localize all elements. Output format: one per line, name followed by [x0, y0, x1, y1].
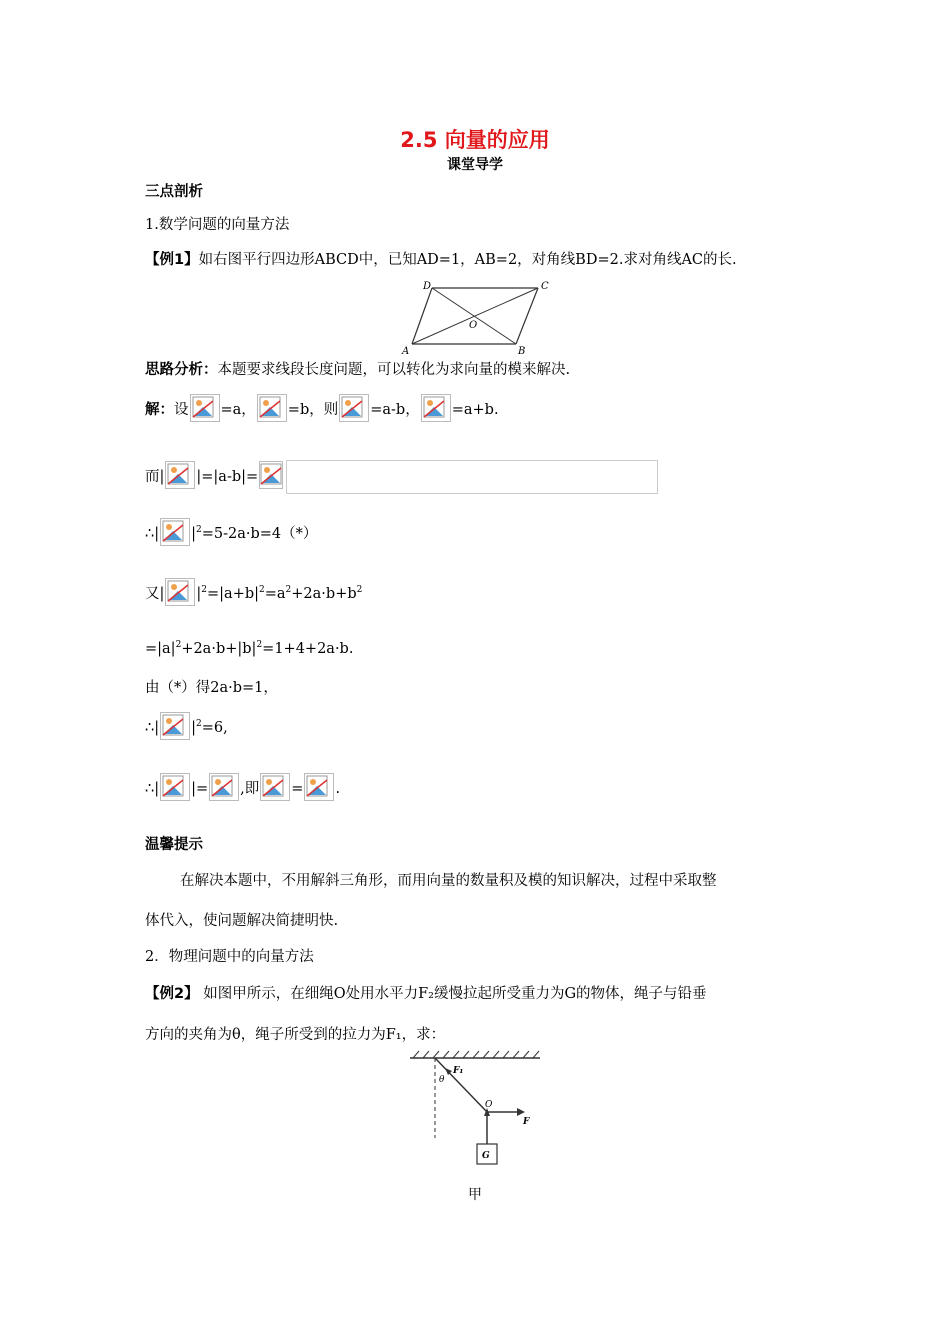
broken-image-icon — [421, 394, 451, 422]
sol-text: =a-b， — [370, 402, 420, 418]
sol-text: ,即 — [240, 781, 260, 797]
sol-text: 而| — [145, 469, 165, 485]
sol-text: ∴| — [145, 720, 160, 736]
example-1 — [145, 248, 737, 269]
superscript: 2 — [285, 585, 292, 596]
analysis — [145, 358, 570, 379]
label-theta: θ — [439, 1075, 445, 1085]
sol-text: | — [191, 720, 197, 736]
broken-image-icon — [260, 773, 290, 801]
broken-image-icon — [209, 773, 239, 801]
blank-box — [286, 460, 658, 494]
broken-image-icon — [160, 712, 190, 740]
label-f1: F₁ — [453, 1066, 464, 1076]
solution-line-7 — [145, 714, 228, 742]
sol-text: =a， — [220, 402, 256, 418]
solution-line-4 — [145, 580, 362, 608]
sol-text: +2a·b+b — [291, 586, 357, 602]
superscript: 2 — [196, 525, 202, 536]
broken-image-icon — [160, 518, 190, 546]
page-title: 2.5 向量的应用 — [400, 128, 550, 152]
example-2-text: 如图甲所示，在细绳O处用水平力F₂缓慢拉起所受重力为G的物体，绳子与铅垂 — [203, 986, 707, 1002]
figure-caption: 甲 — [468, 1187, 482, 1203]
sol-text: ∴| — [145, 781, 160, 797]
label-o: O — [485, 1100, 493, 1110]
solution-line-2 — [145, 460, 658, 494]
broken-image-icon — [259, 461, 283, 489]
example-2-line-1 — [145, 982, 707, 1003]
label-g: G — [482, 1151, 490, 1161]
sol-text: =a — [264, 586, 286, 602]
sol-text: |= — [191, 781, 209, 797]
sol-text: | — [196, 586, 202, 602]
tip-text-line-1: 在解决本题中，不用解斜三角形，而用向量的数量积及模的知识解决，过程中采取整 — [180, 873, 717, 889]
sol-text: 又| — [145, 586, 165, 602]
example-1-text: 如右图平行四边形ABCD中，已知AD=1，AB=2，对角线BD=2.求对角线AC的长. — [198, 252, 737, 268]
superscript: 2 — [256, 640, 263, 650]
sol-text: +2a·b+|b| — [181, 640, 257, 657]
example-1-label: 【例1】 — [145, 252, 199, 268]
sol-text: =|a| — [145, 640, 176, 657]
label-d: D — [423, 281, 432, 292]
analysis-text: 本题要求线段长度问题，可以转化为求向量的模来解决. — [217, 362, 571, 378]
superscript: 2 — [259, 585, 265, 596]
broken-image-icon — [190, 394, 220, 422]
tip-heading: 温馨提示 — [145, 837, 203, 853]
page-subtitle: 课堂导学 — [447, 157, 503, 173]
analysis-label: 思路分析： — [145, 362, 218, 378]
tip-text-line-2: 体代入，使问题解决简捷明快. — [145, 913, 339, 929]
sol-text: 设 — [174, 402, 189, 418]
example-2-label: 【例2】 — [145, 986, 199, 1002]
superscript: 2 — [201, 585, 208, 596]
superscript: 2 — [196, 719, 202, 730]
broken-image-icon — [165, 461, 195, 489]
broken-image-icon — [339, 394, 369, 422]
solution-line-3 — [145, 520, 317, 548]
sol-text: =b，则 — [287, 402, 339, 418]
item-1-heading: 1.数学问题的向量方法 — [145, 217, 290, 233]
label-f: F — [523, 1117, 530, 1127]
sol-text: =6, — [201, 720, 228, 736]
superscript: 2 — [356, 585, 363, 596]
broken-image-icon — [165, 578, 195, 606]
label-o: O — [469, 320, 478, 331]
sol-text: =|a+b| — [207, 586, 260, 602]
example-2-line-2: 方向的夹角为θ，绳子所受到的拉力为F₁，求： — [145, 1027, 446, 1043]
sol-text: =1+4+2a·b. — [262, 640, 354, 657]
solution-label: 解： — [145, 402, 174, 418]
broken-image-icon — [257, 394, 287, 422]
sol-text: =a+b. — [451, 402, 499, 418]
broken-image-icon — [160, 773, 190, 801]
sol-text: | — [191, 526, 197, 542]
rope-force-figure — [405, 1050, 545, 1175]
label-b: B — [518, 346, 526, 357]
section-heading-analysis: 三点剖析 — [145, 184, 203, 200]
sol-text: =5-2a·b=4（*） — [201, 526, 318, 542]
label-c: C — [541, 281, 549, 292]
superscript: 2 — [175, 640, 182, 650]
sol-text: ∴| — [145, 526, 160, 542]
label-a: A — [402, 346, 410, 357]
sol-text: |=|a-b|= — [196, 469, 259, 485]
solution-line-8 — [145, 775, 340, 803]
parallelogram-figure — [398, 278, 558, 358]
sol-text: . — [335, 781, 341, 797]
item-2-heading: 2．物理问题中的向量方法 — [145, 949, 314, 965]
solution-line-6: 由（*）得2a·b=1， — [145, 680, 278, 696]
solution-line-1 — [145, 396, 499, 424]
sol-text: = — [291, 781, 304, 797]
solution-line-5 — [145, 640, 353, 657]
broken-image-icon — [304, 773, 334, 801]
